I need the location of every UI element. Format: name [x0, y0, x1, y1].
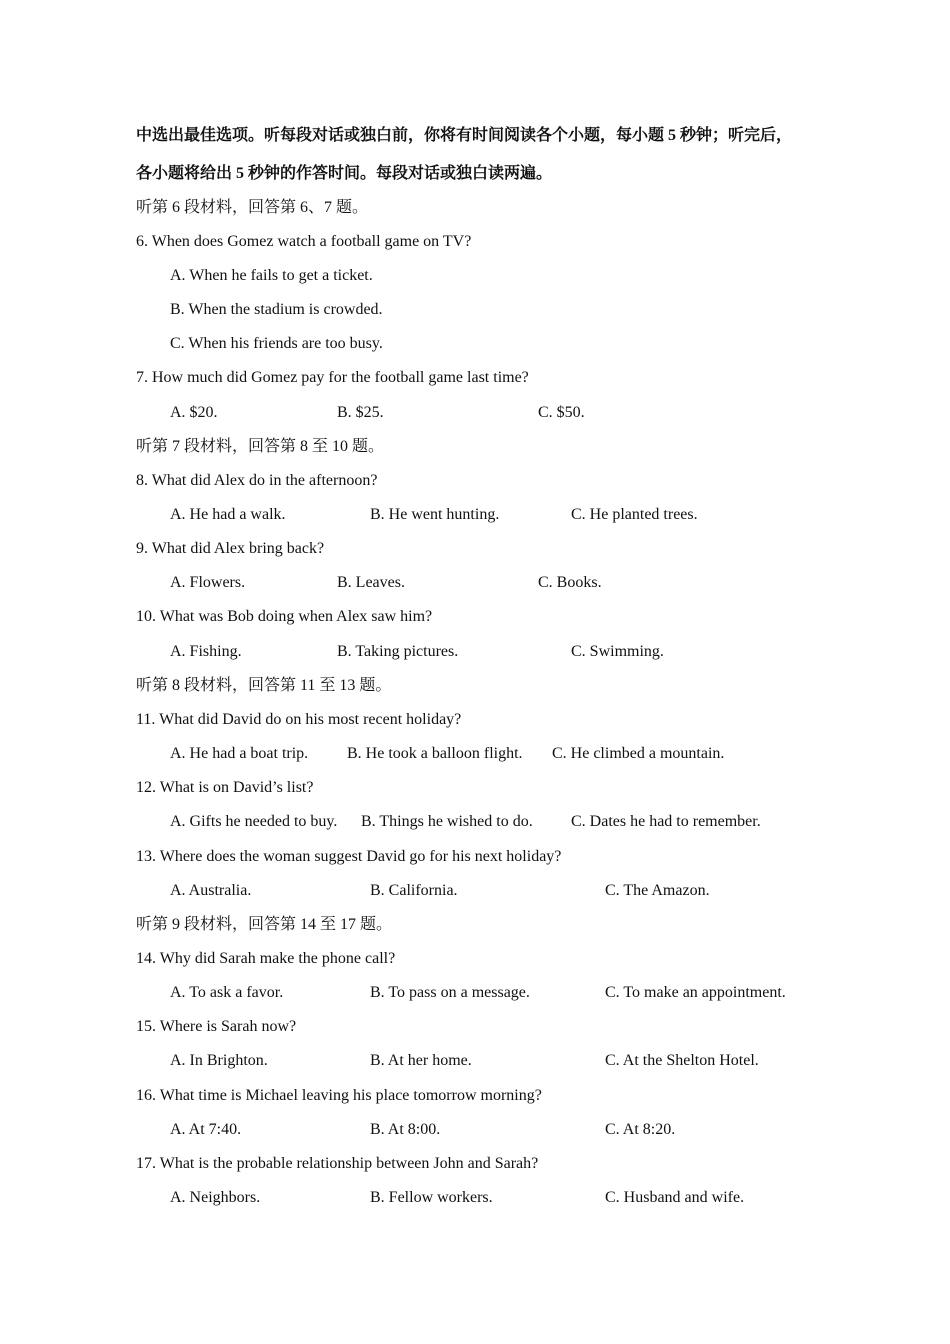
- question-6: 6. When does Gomez watch a football game on TV?: [136, 233, 472, 250]
- option-13c: C. The Amazon.: [605, 882, 710, 899]
- question-13: 13. Where does the woman suggest David go for his next holiday?: [136, 848, 562, 865]
- option-15c: C. At the Shelton Hotel.: [605, 1052, 759, 1069]
- option-16a: A. At 7:40.: [170, 1121, 242, 1138]
- option-10a: A. Fishing.: [170, 643, 242, 660]
- question-7: 7. How much did Gomez pay for the football game last time?: [136, 369, 529, 386]
- option-9a: A. Flowers.: [170, 574, 246, 591]
- option-16b: B. At 8:00.: [370, 1121, 441, 1138]
- question-14: 14. Why did Sarah make the phone call?: [136, 950, 396, 967]
- question-11: 11. What did David do on his most recent holiday?: [136, 711, 462, 728]
- option-12b: B. Things he wished to do.: [361, 813, 533, 830]
- section-heading: 听第 8 段材料，回答第 11 至 13 题。: [136, 677, 392, 694]
- section-heading: 听第 6 段材料，回答第 6、7 题。: [136, 199, 369, 216]
- question-17: 17. What is the probable relationship between John and Sarah?: [136, 1155, 539, 1172]
- option-9b: B. Leaves.: [337, 574, 405, 591]
- option-10b: B. Taking pictures.: [337, 643, 459, 660]
- option-13a: A. Australia.: [170, 882, 252, 899]
- question-9: 9. What did Alex bring back?: [136, 540, 325, 557]
- option-6b: B. When the stadium is crowded.: [170, 301, 383, 318]
- option-14a: A. To ask a favor.: [170, 984, 284, 1001]
- option-13b: B. California.: [370, 882, 458, 899]
- option-6c: C. When his friends are too busy.: [170, 335, 383, 352]
- instructions-line-1: 中选出最佳选项。听每段对话或独白前，你将有时间阅读各个小题，每小题 5 秒钟；听完后，: [136, 127, 793, 144]
- option-6a: A. When he fails to get a ticket.: [170, 267, 373, 284]
- option-15b: B. At her home.: [370, 1052, 472, 1069]
- option-17b: B. Fellow workers.: [370, 1189, 493, 1206]
- option-9c: C. Books.: [538, 574, 602, 591]
- option-11b: B. He took a balloon flight.: [347, 745, 523, 762]
- option-17a: A. Neighbors.: [170, 1189, 261, 1206]
- option-8c: C. He planted trees.: [571, 506, 698, 523]
- option-7b: B. $25.: [337, 404, 384, 421]
- question-15: 15. Where is Sarah now?: [136, 1018, 297, 1035]
- option-8b: B. He went hunting.: [370, 506, 500, 523]
- option-14b: B. To pass on a message.: [370, 984, 530, 1001]
- option-7a: A. $20.: [170, 404, 218, 421]
- section-heading: 听第 9 段材料，回答第 14 至 17 题。: [136, 916, 393, 933]
- question-8: 8. What did Alex do in the afternoon?: [136, 472, 378, 489]
- option-15a: A. In Brighton.: [170, 1052, 268, 1069]
- option-16c: C. At 8:20.: [605, 1121, 676, 1138]
- option-11a: A. He had a boat trip.: [170, 745, 309, 762]
- option-14c: C. To make an appointment.: [605, 984, 786, 1001]
- option-10c: C. Swimming.: [571, 643, 664, 660]
- option-7c: C. $50.: [538, 404, 585, 421]
- section-heading: 听第 7 段材料，回答第 8 至 10 题。: [136, 438, 385, 455]
- instructions-line-2: 各小题将给出 5 秒钟的作答时间。每段对话或独白读两遍。: [136, 165, 553, 182]
- question-10: 10. What was Bob doing when Alex saw him?: [136, 608, 433, 625]
- option-11c: C. He climbed a mountain.: [552, 745, 725, 762]
- option-12c: C. Dates he had to remember.: [571, 813, 761, 830]
- option-8a: A. He had a walk.: [170, 506, 286, 523]
- option-17c: C. Husband and wife.: [605, 1189, 745, 1206]
- question-12: 12. What is on David’s list?: [136, 779, 314, 796]
- option-12a: A. Gifts he needed to buy.: [170, 813, 338, 830]
- question-16: 16. What time is Michael leaving his place tomorrow morning?: [136, 1087, 542, 1104]
